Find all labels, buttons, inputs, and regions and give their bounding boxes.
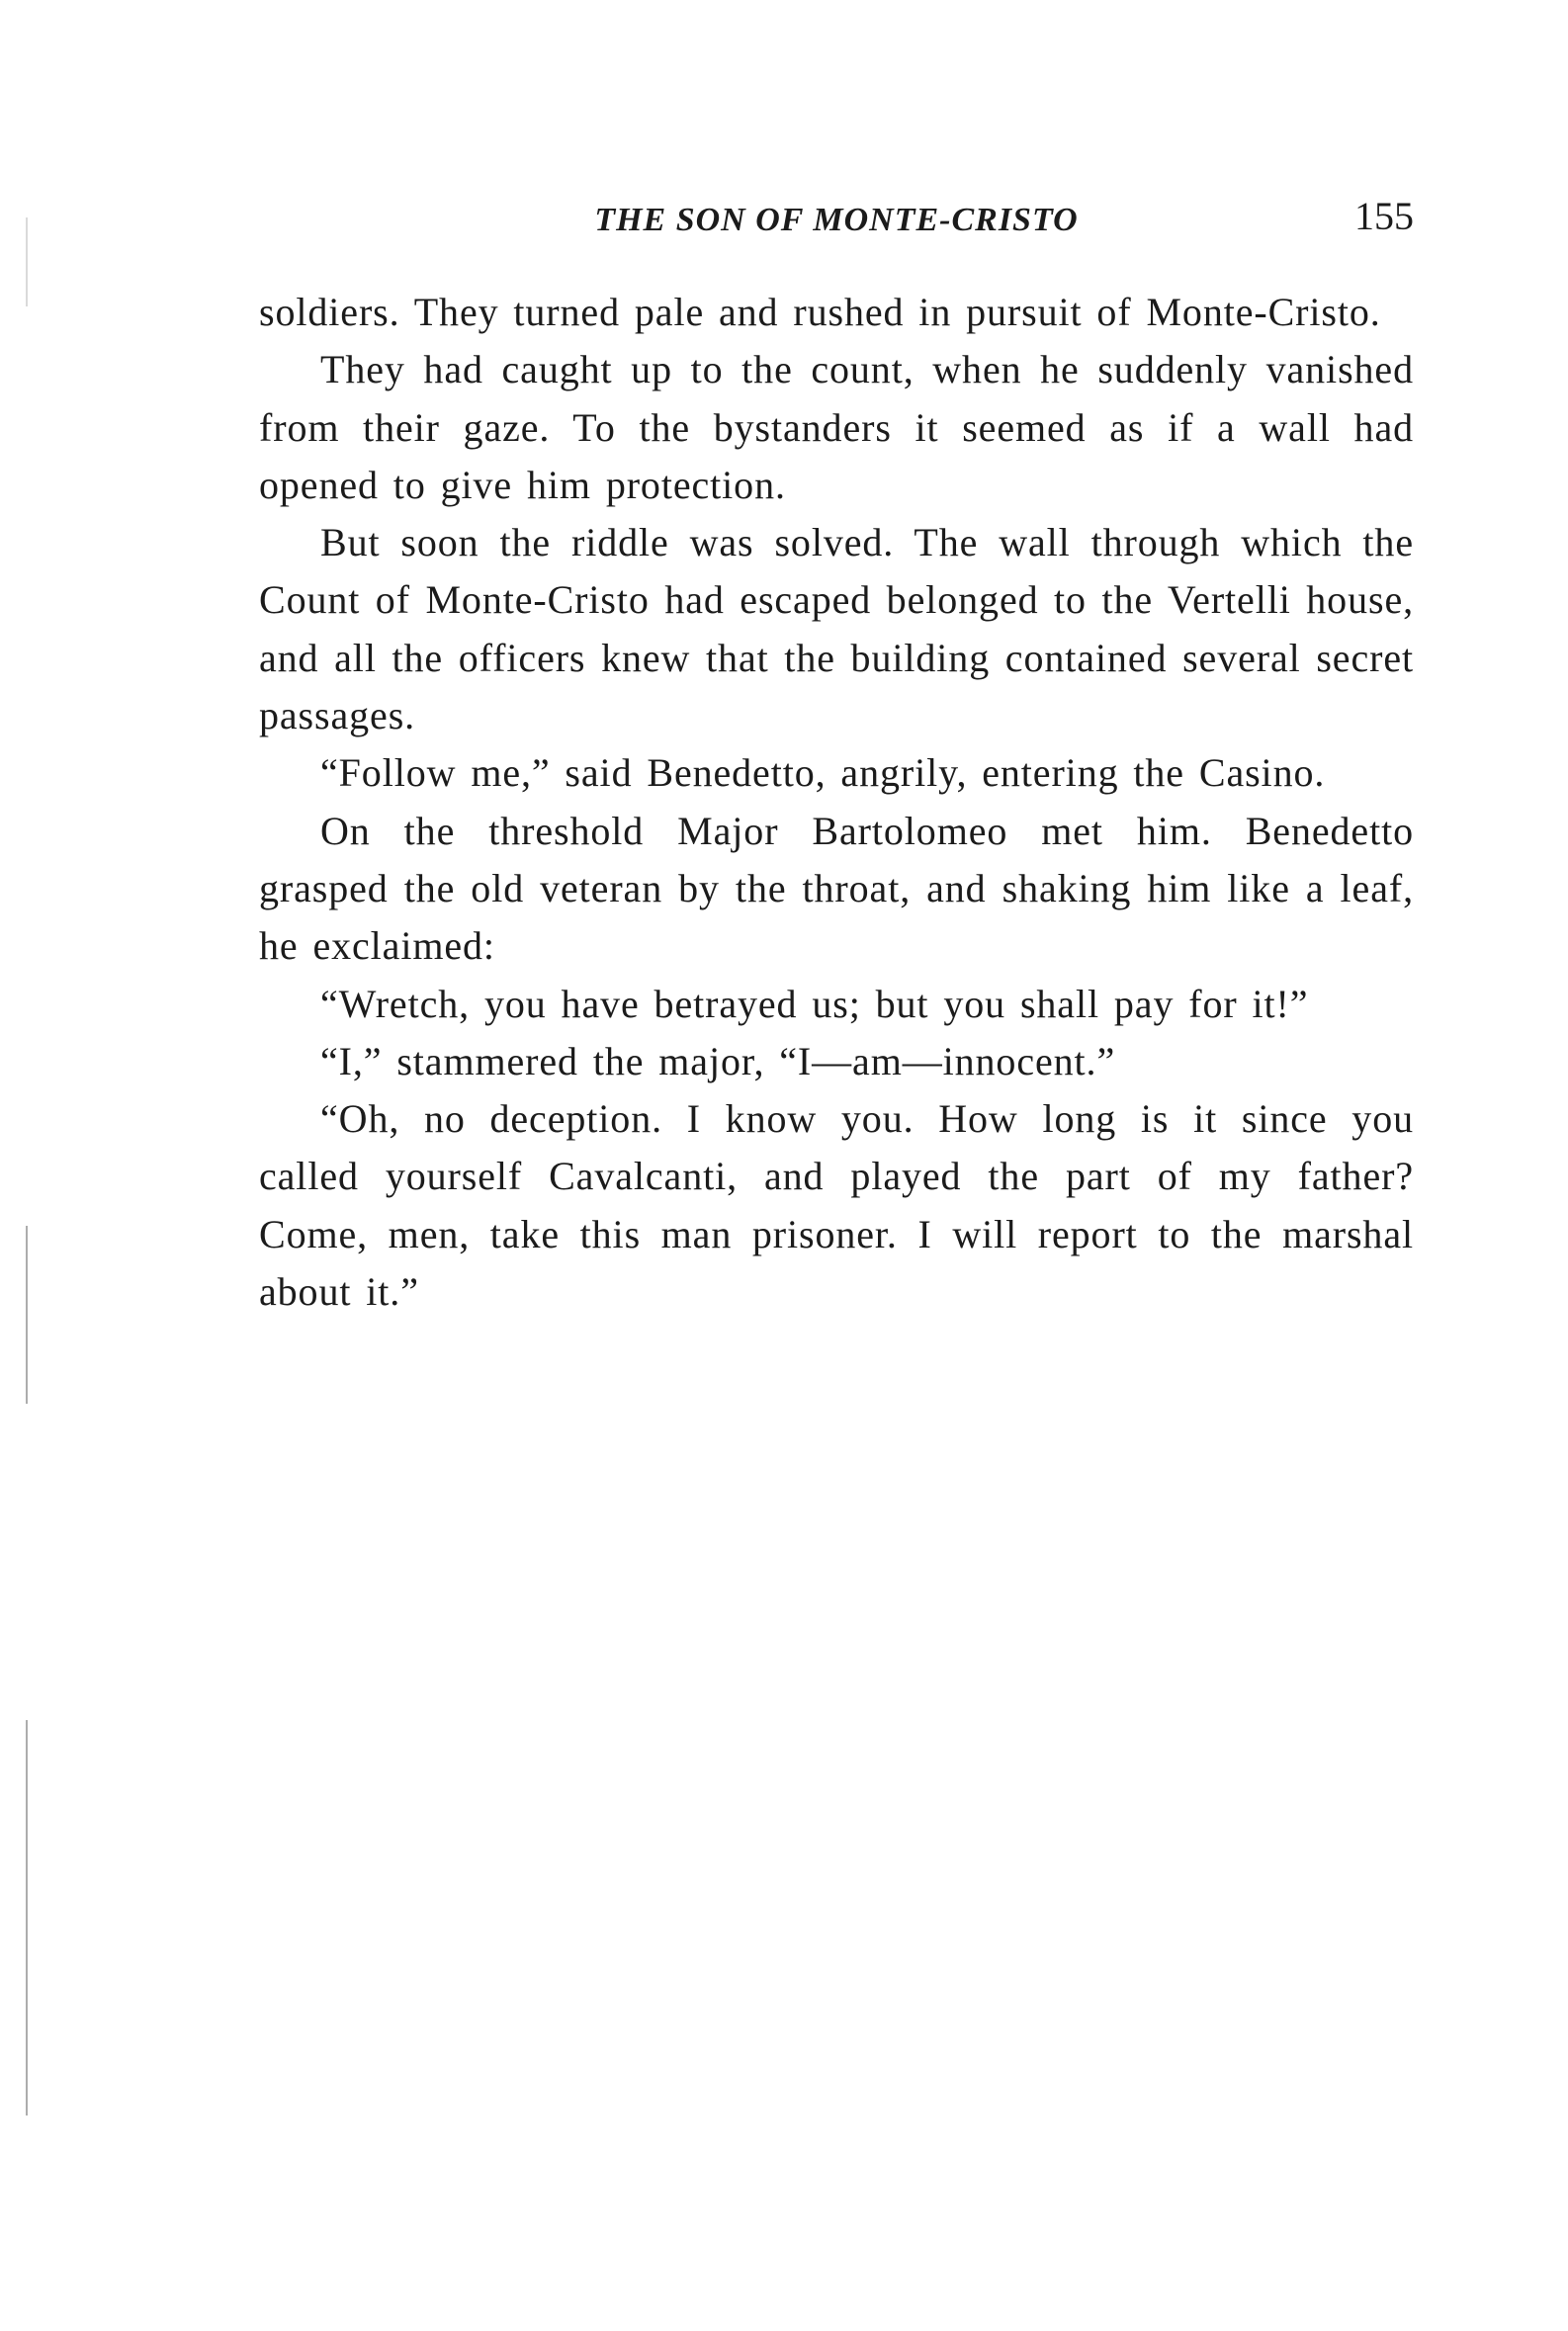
scan-edge-mark — [26, 217, 28, 306]
scan-edge-mark — [26, 1226, 28, 1404]
paragraph: On the threshold Major Bartolomeo met him. Benedetto grasped the old veteran by the throat, and shaking him like a leaf, he exclaimed: — [259, 808, 1414, 969]
scan-edge-mark — [26, 1720, 28, 2115]
running-title: THE SON OF MONTE-CRISTO — [594, 202, 1079, 238]
paragraph: They had caught up to the count, when he suddenly vanished from their gaze. To the bystanders it seemed as if a wall had opened to give him protection. — [259, 347, 1414, 507]
paragraph: “Follow me,” said Benedetto, angrily, entering the Casino. — [320, 750, 1326, 796]
page-number: 155 — [1354, 194, 1414, 238]
paragraph: “I,” stammered the major, “I—am—innocent.” — [320, 1038, 1116, 1083]
paragraph: “Oh, no deception. I know you. How long is it since you called yourself Cavalcanti, and played the part of my father? Come, men, take this man prisoner. I will report to the marshal about it.” — [259, 1096, 1414, 1315]
body-text — [259, 284, 1414, 1321]
paragraph: “Wretch, you have betrayed us; but you shall pay for it!” — [320, 981, 1309, 1026]
running-head — [259, 196, 1414, 245]
paragraph: soldiers. They turned pale and rushed in pursuit of Monte-Cristo. — [259, 290, 1381, 334]
paragraph: But soon the riddle was solved. The wall through which the Count of Monte-Cristo had escaped belonged to the Vertelli house, and all the officers knew that the building contained several secret passages. — [259, 520, 1414, 738]
